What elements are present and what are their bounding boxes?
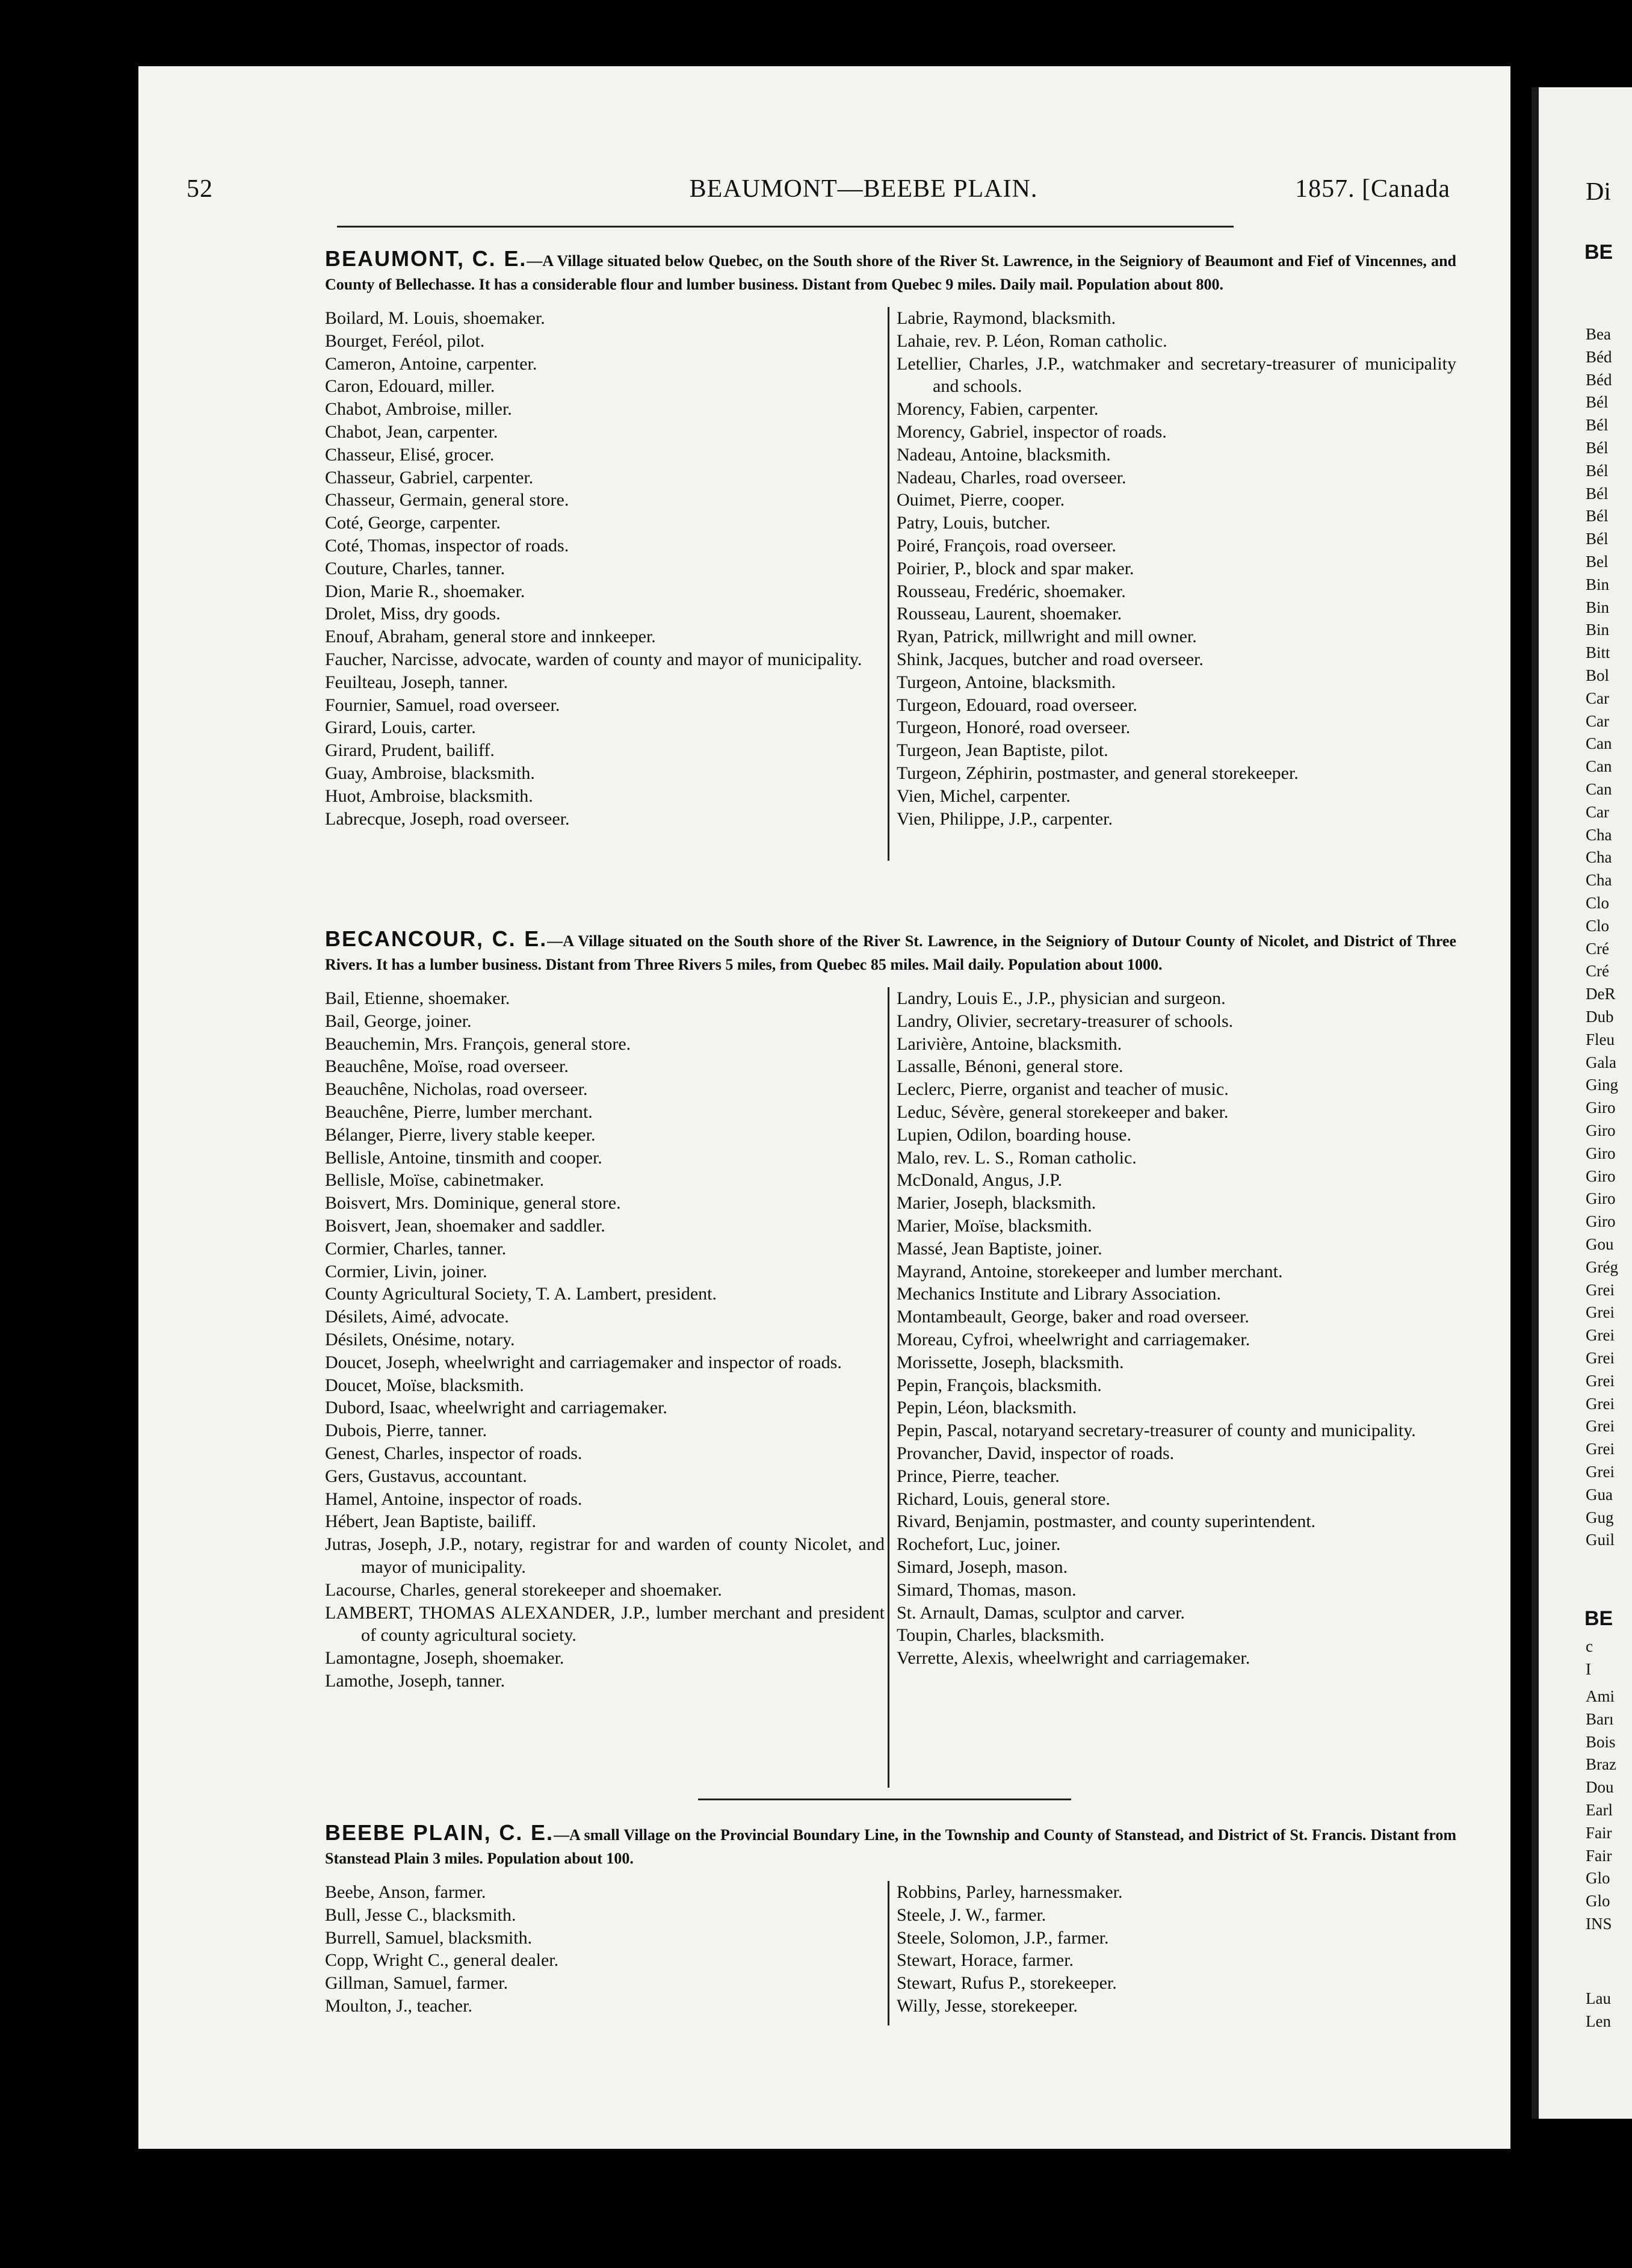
directory-entry: Marier, Joseph, blacksmith. [897,1193,1096,1213]
directory-entry: Chabot, Ambroise, miller. [325,399,512,420]
directory-entry: Pepin, Léon, blacksmith. [897,1398,1077,1418]
directory-entry: Caron, Edouard, miller. [325,376,495,397]
directory-entry: Boisvert, Mrs. Dominique, general store. [325,1193,621,1213]
directory-entry: Letellier, Charles, J.P., watchmaker and secretary-treasurer of municipality and schools. [897,353,1456,397]
directory-entry: Cormier, Livin, joiner. [325,1261,487,1281]
directory-entry: Stewart, Horace, farmer. [897,1950,1074,1971]
directory-entry: Lacourse, Charles, general storekeeper and shoemaker. [325,1579,722,1600]
section-title: BEAUMONT, C. E. [325,246,527,271]
adjacent-entry-fragment: Bin [1586,621,1610,639]
directory-entry: Simard, Joseph, mason. [897,1557,1068,1577]
adjacent-entry-fragment: Béd [1586,370,1612,389]
adjacent-entry-fragment: Fleu [1586,1030,1615,1049]
directory-entry: Coté, Thomas, inspector of roads. [325,535,569,556]
adjacent-entry-fragment: Grei [1586,1463,1615,1481]
directory-entry: Turgeon, Edouard, road overseer. [897,695,1137,715]
directory-entry: Lupien, Odilon, boarding house. [897,1124,1131,1145]
left-column [325,1881,885,2018]
directory-entry: Désilets, Aimé, advocate. [325,1307,509,1327]
directory-entry: Burrell, Samuel, blacksmith. [325,1927,533,1948]
directory-entry: Rivard, Benjamin, postmaster, and county superintendent. [897,1511,1316,1532]
directory-entry: Genest, Charles, inspector of roads. [325,1443,583,1463]
directory-entry: Landry, Louis E., J.P., physician and surgeon. [897,988,1226,1008]
adjacent-entry-fragment: Grei [1586,1280,1615,1299]
header-year-region: 1857. [Canada [1295,175,1450,203]
adjacent-entry-fragment: Béd [1586,347,1612,366]
directory-entry: Montambeault, George, baker and road overseer. [897,1307,1249,1327]
directory-entry: Rousseau, Fredéric, shoemaker. [897,581,1126,601]
adjacent-entry-fragment: Gala [1586,1053,1616,1071]
adjacent-entry-fragment: DeR [1586,985,1616,1003]
directory-entry: Couture, Charles, tanner. [325,558,505,578]
directory-entry: Steele, J. W., farmer. [897,1904,1046,1925]
directory-entry: Beauchemin, Mrs. François, general store. [325,1033,631,1054]
adjacent-entry-fragment: Ami [1586,1687,1615,1705]
adjacent-description-fragment: c [1586,1637,1593,1655]
adjacent-header-fragment: Di [1586,178,1611,206]
adjacent-entry-fragment: Lau [1586,1989,1611,2007]
page-number: 52 [187,175,213,203]
directory-entry: Coté, George, carpenter. [325,513,501,533]
directory-entry: Poiré, François, road overseer. [897,535,1116,556]
adjacent-entry-fragment: Cré [1586,962,1609,981]
directory-entry: McDonald, Angus, J.P. [897,1170,1063,1191]
adjacent-entry-fragment: Can [1586,780,1612,798]
adjacent-entry-fragment: Bin [1586,575,1610,593]
page-gutter-shadow [1532,87,1539,2119]
adjacent-entry-fragment: Bin [1586,598,1610,616]
left-column [325,307,885,830]
directory-entry: Guay, Ambroise, blacksmith. [325,763,535,783]
adjacent-entry-fragment: Bol [1586,666,1610,684]
adjacent-entry-fragment: Gou [1586,1235,1614,1253]
directory-entry: Larivière, Antoine, blacksmith. [897,1033,1122,1054]
directory-entry: Cameron, Antoine, carpenter. [325,353,537,374]
section-heading [325,927,1456,976]
directory-entry: Stewart, Rufus P., storekeeper. [897,1973,1117,1994]
right-column [897,987,1456,1670]
directory-entry: Pepin, François, blacksmith. [897,1375,1102,1395]
adjacent-entry-fragment: Giro [1586,1121,1616,1139]
adjacent-entry-fragment: Grei [1586,1349,1615,1367]
directory-entry: Gillman, Samuel, farmer. [325,1973,508,1994]
right-column [897,1881,1456,2018]
adjacent-entry-fragment: Giro [1586,1167,1616,1185]
adjacent-page-strip [1532,87,1632,2119]
adjacent-entry-fragment: Giro [1586,1189,1616,1208]
section-description: —A Village situated below Quebec, on the South shore of the River St. Lawrence, in the Seigniory of Beaumont and Fief of Vincennes, and County of Bellechasse. It has a considerable flour and lumber business. Distant from Quebec 9 miles. Daily mail. Population about 800. [325,252,1456,293]
adjacent-entry-fragment: Bél [1586,530,1609,548]
adjacent-entry-fragment: Bois [1586,1732,1616,1751]
adjacent-entry-fragment: Grei [1586,1417,1615,1436]
directory-entry: Chasseur, Elisé, grocer. [325,444,495,465]
directory-entry: Lamothe, Joseph, tanner. [325,1670,505,1691]
adjacent-entry-fragment: Can [1586,757,1612,776]
adjacent-section-head: BE [1584,241,1613,264]
directory-entry: Beauchêne, Moïse, road overseer. [325,1056,569,1077]
directory-entry: Moreau, Cyfroi, wheelwright and carriagemaker. [897,1329,1250,1349]
directory-entry: Ryan, Patrick, millwright and mill owner. [897,627,1197,647]
column-divider [888,307,889,861]
adjacent-entry-fragment: Grei [1586,1394,1615,1413]
directory-entry: Vien, Michel, carpenter. [897,785,1071,806]
directory-entry: LAMBERT, THOMAS ALEXANDER, J.P., lumber merchant and president of county agricultural society. [325,1602,885,1646]
adjacent-section-head: BE [1584,1607,1613,1630]
section-beaumont [325,246,1456,829]
adjacent-entry-fragment: Ging [1586,1076,1618,1094]
section-separator-rule [698,1799,1071,1800]
directory-entry: Moulton, J., teacher. [325,1995,472,2016]
adjacent-entry-fragment: Grég [1586,1257,1618,1276]
directory-entry: Turgeon, Honoré, road overseer. [897,717,1131,738]
directory-entry: Gers, Gustavus, accountant. [325,1466,527,1486]
adjacent-entry-fragment: Fair [1586,1846,1612,1865]
directory-entry: Pepin, Pascal, notaryand secretary-treasurer of county and municipality. [897,1421,1416,1441]
column-divider [888,1881,889,2025]
adjacent-entry-fragment: Bél [1586,439,1609,457]
directory-entry: Fournier, Samuel, road overseer. [325,695,560,715]
directory-entry: Copp, Wright C., general dealer. [325,1950,559,1971]
directory-entry: Nadeau, Antoine, blacksmith. [897,444,1111,465]
directory-entry: Doucet, Moïse, blacksmith. [325,1375,524,1395]
adjacent-entry-fragment: Can [1586,734,1612,753]
adjacent-entry-fragment: Car [1586,711,1609,730]
directory-entry: Bail, Etienne, shoemaker. [325,988,510,1008]
directory-entry: Lahaie, rev. P. Léon, Roman catholic. [897,330,1167,351]
adjacent-entry-fragment: Bél [1586,416,1609,435]
adjacent-entry-fragment: Grei [1586,1440,1615,1458]
directory-entry: Bellisle, Moïse, cabinetmaker. [325,1170,545,1191]
directory-entry: Feuilteau, Joseph, tanner. [325,672,508,692]
adjacent-entry-fragment: Earl [1586,1801,1613,1819]
directory-entry: Turgeon, Zéphirin, postmaster, and general storekeeper. [897,763,1299,783]
adjacent-entry-fragment: Guil [1586,1531,1615,1549]
directory-entry: Provancher, David, inspector of roads. [897,1443,1175,1463]
directory-entry: Girard, Louis, carter. [325,717,476,738]
adjacent-entry-fragment: Bél [1586,461,1609,480]
directory-entry: Prince, Pierre, teacher. [897,1466,1060,1486]
section-becancour [325,926,1456,1691]
adjacent-entry-fragment: Cha [1586,871,1612,890]
directory-entry: Vien, Philippe, J.P., carpenter. [897,808,1113,829]
directory-entry: Turgeon, Jean Baptiste, pilot. [897,740,1108,761]
directory-entry: Jutras, Joseph, J.P., notary, registrar for and warden of county Nicolet, and mayor of municipality. [325,1534,885,1577]
directory-entry: Massé, Jean Baptiste, joiner. [897,1238,1102,1259]
adjacent-entry-fragment: Fair [1586,1823,1612,1842]
adjacent-description-fragment: I [1586,1660,1591,1678]
adjacent-entry-fragment: Car [1586,802,1609,821]
directory-entry: Lamontagne, Joseph, shoemaker. [325,1648,564,1668]
section-heading [325,1821,1456,1870]
adjacent-entry-fragment: INS [1586,1915,1612,1933]
directory-entry: Chasseur, Germain, general store. [325,490,569,510]
adjacent-entry-fragment: Grei [1586,1371,1615,1390]
directory-entry: Lassalle, Bénoni, general store. [897,1056,1124,1077]
directory-entry: Bull, Jesse C., blacksmith. [325,1904,516,1925]
directory-entry: Bélanger, Pierre, livery stable keeper. [325,1124,596,1145]
directory-entry: Dubord, Isaac, wheelwright and carriagemaker. [325,1398,667,1418]
adjacent-entry-fragment: Bél [1586,484,1609,503]
directory-entry: Simard, Thomas, mason. [897,1579,1077,1600]
section-heading [325,247,1456,296]
directory-entry: Chasseur, Gabriel, carpenter. [325,467,534,488]
section-description: —A Village situated on the South shore of the River St. Lawrence, in the Seigniory of Dutour County of Nicolet, and District of Three Rivers. It has a lumber business. Distant from Three Rivers 5 miles, from Quebec 85 miles. Mail daily. Population about 1000. [325,932,1456,973]
directory-entry: Leduc, Sévère, general storekeeper and baker. [897,1101,1229,1122]
directory-entry: Enouf, Abraham, general store and innkeeper. [325,627,656,647]
directory-entry: Beauchêne, Pierre, lumber merchant. [325,1101,593,1122]
section-description: —A small Village on the Provincial Boundary Line, in the Township and County of Stanstead, and District of St. Francis. Distant from Stanstead Plain 3 miles. Population about 100. [325,1826,1456,1867]
directory-entry: Toupin, Charles, blacksmith. [897,1625,1105,1646]
directory-entry: Morissette, Joseph, blacksmith. [897,1352,1124,1372]
directory-entry: Malo, rev. L. S., Roman catholic. [897,1147,1137,1168]
adjacent-entry-fragment: Bitt [1586,643,1610,662]
directory-entry: Boisvert, Jean, shoemaker and saddler. [325,1215,605,1236]
directory-entry: Shink, Jacques, butcher and road overseer. [897,649,1204,669]
adjacent-entry-fragment: Cha [1586,825,1612,844]
directory-entry: Girard, Prudent, bailiff. [325,740,495,761]
directory-entry: Désilets, Onésime, notary. [325,1329,515,1349]
adjacent-entry-fragment: Bel [1586,553,1609,571]
adjacent-entry-fragment: Gug [1586,1508,1614,1526]
header-rule [337,226,1234,228]
directory-entry: Steele, Solomon, J.P., farmer. [897,1927,1109,1948]
section-beebe-plain [325,1820,1456,2016]
directory-entry: Labrie, Raymond, blacksmith. [897,308,1116,328]
directory-entry: Robbins, Parley, harnessmaker. [897,1882,1123,1902]
directory-entry: Mayrand, Antoine, storekeeper and lumber merchant. [897,1261,1283,1281]
directory-entry: Faucher, Narcisse, advocate, warden of county and mayor of municipality. [325,649,862,669]
directory-entry: Dion, Marie R., shoemaker. [325,581,525,601]
adjacent-entry-fragment: Cré [1586,939,1609,958]
directory-entry: Mechanics Institute and Library Association. [897,1284,1222,1304]
directory-entry: Bail, George, joiner. [325,1011,472,1031]
adjacent-entry-fragment: Dou [1586,1778,1614,1797]
directory-entry: Dubois, Pierre, tanner. [325,1421,487,1441]
section-title: BECANCOUR, C. E. [325,926,548,951]
directory-entry: Hamel, Antoine, inspector of roads. [325,1489,583,1509]
directory-entry: Labrecque, Joseph, road overseer. [325,808,570,829]
section-title: BEEBE PLAIN, C. E. [325,1820,554,1845]
directory-entry: Bellisle, Antoine, tinsmith and cooper. [325,1147,602,1168]
adjacent-entry-fragment: Len [1586,2012,1611,2030]
adjacent-entry-fragment: Gua [1586,1485,1613,1504]
adjacent-entry-fragment: Giro [1586,1144,1616,1162]
directory-entry: Leclerc, Pierre, organist and teacher of music. [897,1079,1229,1100]
directory-entry: Nadeau, Charles, road overseer. [897,467,1127,488]
directory-entry: Doucet, Joseph, wheelwright and carriagemaker and inspector of roads. [325,1352,842,1372]
left-column [325,987,885,1693]
adjacent-entry-fragment: Braz [1586,1755,1616,1774]
adjacent-entry-fragment: Grei [1586,1303,1615,1322]
adjacent-entry-fragment: Grei [1586,1326,1615,1345]
adjacent-entry-fragment: Clo [1586,894,1610,912]
directory-entry: Marier, Moïse, blacksmith. [897,1215,1092,1236]
directory-entry: Beauchêne, Nicholas, road overseer. [325,1079,588,1100]
directory-entry: Verrette, Alexis, wheelwright and carriagemaker. [897,1648,1250,1668]
directory-entry: County Agricultural Society, T. A. Lambert, president. [325,1284,717,1304]
adjacent-entry-fragment: Car [1586,689,1609,707]
right-column [897,307,1456,830]
adjacent-entry-fragment: Bél [1586,393,1609,412]
directory-entry: Beebe, Anson, farmer. [325,1882,486,1902]
adjacent-entry-fragment: Cha [1586,848,1612,867]
directory-entry: Turgeon, Antoine, blacksmith. [897,672,1116,692]
directory-entry: Richard, Louis, general store. [897,1489,1110,1509]
directory-entry: Patry, Louis, butcher. [897,513,1051,533]
adjacent-entry-fragment: Glo [1586,1892,1610,1910]
directory-entry: Hébert, Jean Baptiste, bailiff. [325,1511,537,1532]
directory-entry: Willy, Jesse, storekeeper. [897,1995,1078,2016]
directory-entry: Drolet, Miss, dry goods. [325,604,501,624]
directory-entry: Chabot, Jean, carpenter. [325,421,498,442]
directory-entry: Morency, Gabriel, inspector of roads. [897,421,1167,442]
adjacent-entry-fragment: Giro [1586,1212,1616,1231]
directory-entry: Bourget, Feréol, pilot. [325,330,485,351]
directory-entry: Morency, Fabien, carpenter. [897,399,1099,420]
adjacent-entry-fragment: Glo [1586,1869,1610,1888]
column-divider [888,987,889,1788]
adjacent-entry-fragment: Dub [1586,1008,1614,1026]
directory-entry: St. Arnault, Damas, sculptor and carver. [897,1602,1185,1623]
directory-entry: Poirier, P., block and spar maker. [897,558,1134,578]
directory-entry: Landry, Olivier, secretary-treasurer of schools. [897,1011,1234,1031]
directory-entry: Ouimet, Pierre, cooper. [897,490,1065,510]
adjacent-entry-fragment: Barı [1586,1709,1614,1728]
adjacent-entry-fragment: Clo [1586,916,1610,935]
directory-entry: Boilard, M. Louis, shoemaker. [325,308,545,328]
page-title: BEAUMONT—BEEBE PLAIN. [689,175,1038,203]
adjacent-entry-fragment: Bea [1586,325,1611,343]
directory-entry: Rochefort, Luc, joiner. [897,1534,1061,1555]
adjacent-entry-fragment: Bél [1586,507,1609,525]
directory-entry: Cormier, Charles, tanner. [325,1238,507,1259]
directory-entry: Huot, Ambroise, blacksmith. [325,785,533,806]
adjacent-entry-fragment: Giro [1586,1098,1616,1117]
directory-entry: Rousseau, Laurent, shoemaker. [897,604,1122,624]
